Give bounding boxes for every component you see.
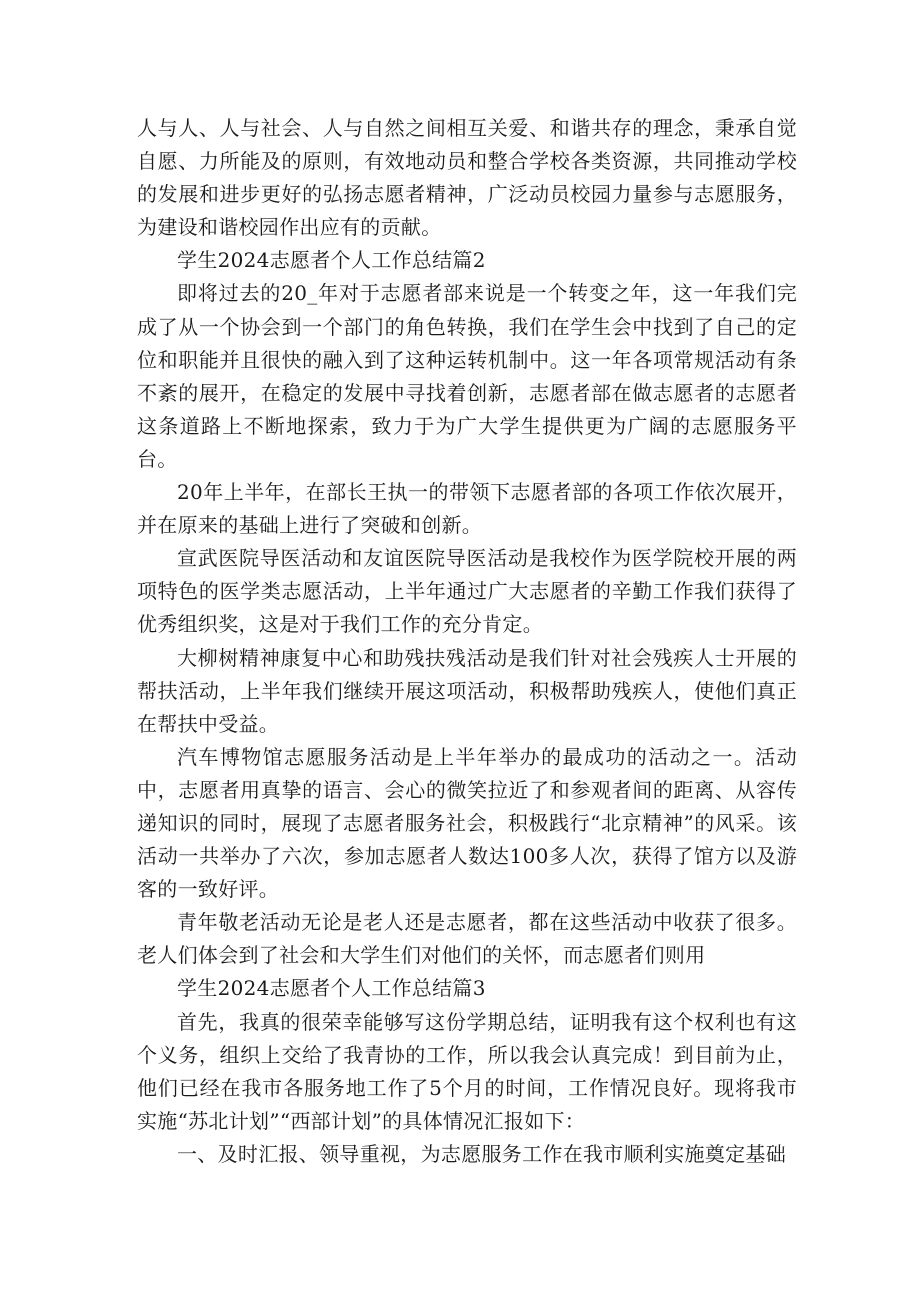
section-heading-2: 学生2024志愿者个人工作总结篇2 (177, 248, 486, 273)
section-heading-3: 学生2024志愿者个人工作总结篇3 (177, 976, 486, 1001)
paragraph-item-one: 一、及时汇报、领导重视，为志愿服务工作在我市顺利实施奠定基础 (177, 1141, 786, 1166)
paragraph-first-half: 20年上半年，在部长王执一的带领下志愿者部的各项工作依次展开，并在原来的基础上进行了突破和创新。 (137, 480, 797, 538)
paragraph-semester-summary: 首先，我真的很荣幸能够写这份学期总结，证明我有这个权利也有这个义务，组织上交给了我青协的工作，所以我会认真完成！到目前为止，他们已经在我市各服务地工作了5个月的时间，工作情况良好。现将我市实施“苏北计划”“西部计划”的具体情况汇报如下： (137, 1009, 797, 1133)
paragraph-auto-museum: 汽车博物馆志愿服务活动是上半年举办的最成功的活动之一。活动中，志愿者用真挚的语言、会心的微笑拉近了和参观者间的距离、从容传递知识的同时，展现了志愿者服务社会，积极践行“北京精神”的风采。该活动一共举办了六次，参加志愿者人数达100多人次，获得了馆方以及游客的一致好评。 (137, 744, 797, 902)
paragraph-intro-continuation: 人与人、人与社会、人与自然之间相互关爱、和谐共存的理念，秉承自觉自愿、力所能及的原则，有效地动员和整合学校各类资源，共同推动学校的发展和进步更好的弘扬志愿者精神，广泛动员校园力量参与志愿服务，为建设和谐校园作出应有的贡献。 (137, 116, 797, 240)
paragraph-rehab-center: 大柳树精神康复中心和助残扶残活动是我们针对社会残疾人士开展的帮扶活动，上半年我们继续开展这项活动，积极帮助残疾人，使他们真正在帮扶中受益。 (137, 645, 797, 736)
document-body (137, 112, 797, 1171)
paragraph-hospital-guidance: 宣武医院导医活动和友谊医院导医活动是我校作为医学院校开展的两项特色的医学类志愿活动，上半年通过广大志愿者的辛勤工作我们获得了优秀组织奖，这是对于我们工作的充分肯定。 (137, 546, 797, 637)
paragraph-elderly-care: 青年敬老活动无论是老人还是志愿者，都在这些活动中收获了很多。老人们体会到了社会和大学生们对他们的关怀，而志愿者们则用 (137, 910, 797, 968)
paragraph-year-transition: 即将过去的20_年对于志愿者部来说是一个转变之年，这一年我们完成了从一个协会到一个部门的角色转换，我们在学生会中找到了自己的定位和职能并且很快的融入到了这种运转机制中。这一年各项常规活动有条不紊的展开，在稳定的发展中寻找着创新，志愿者部在做志愿者的志愿者这条道路上不断地探索，致力于为广大学生提供更为广阔的志愿服务平台。 (137, 281, 797, 471)
